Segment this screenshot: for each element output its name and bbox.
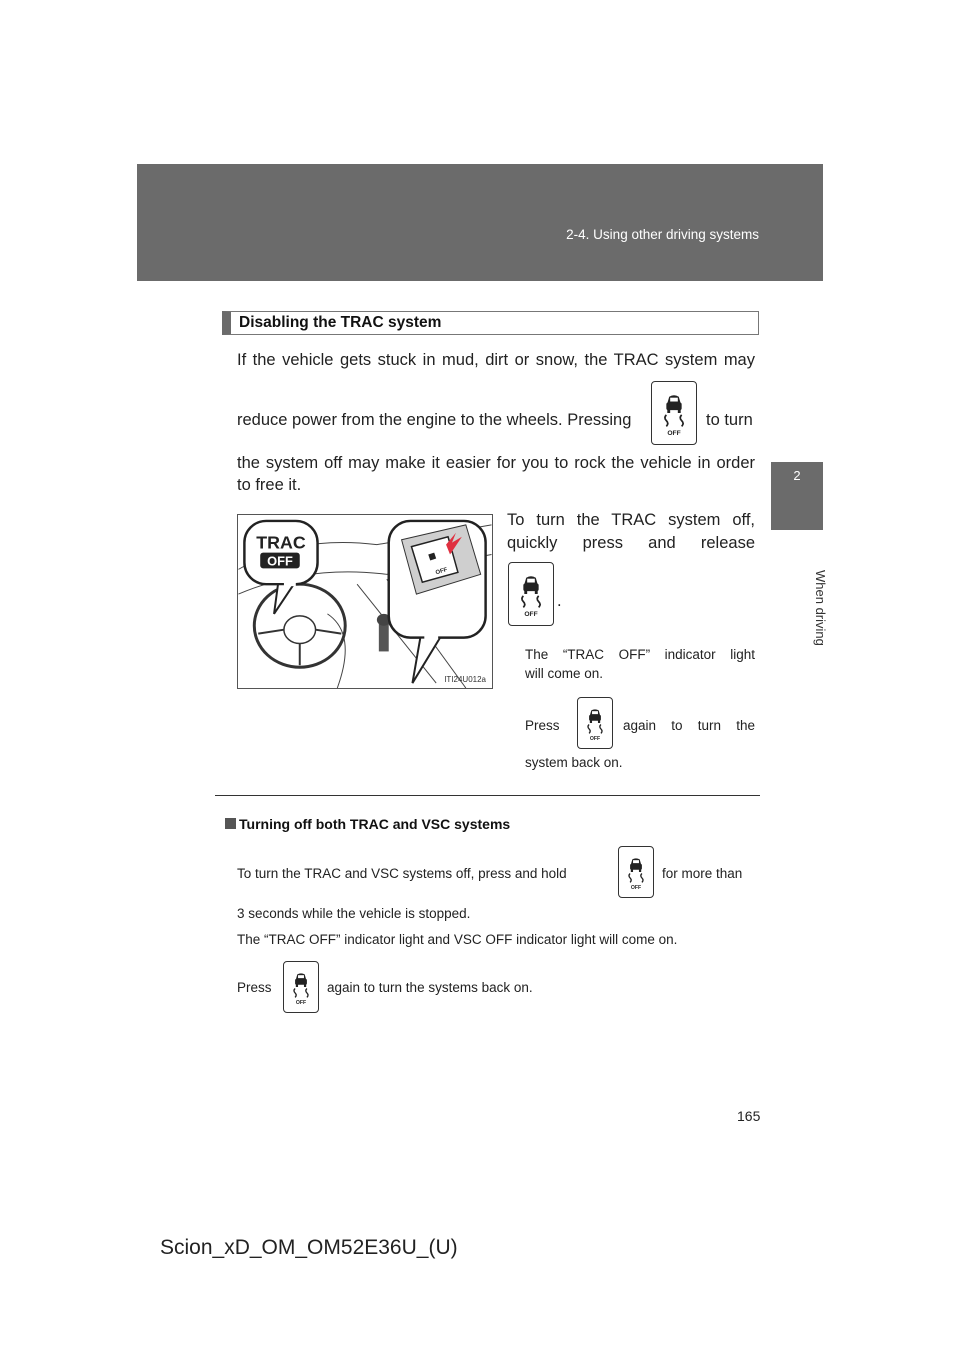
subsection-p1-after: for more than <box>662 866 743 881</box>
header-band <box>137 164 823 281</box>
chapter-number: 2 <box>793 468 801 483</box>
subsection-title <box>225 816 510 832</box>
vsc-off-switch-icon <box>508 562 554 626</box>
bullet-square-icon <box>225 818 236 829</box>
subsection-title-text: Turning off both TRAC and VSC systems <box>239 816 511 832</box>
document-code: Scion_xD_OM_OM52E36U_(U) <box>160 1236 458 1259</box>
subsection-p2: The “TRAC OFF” indicator light and VSC OFF indicator light will come on. <box>237 932 678 947</box>
subsection-p1-line-2: 3 seconds while the vehicle is stopped. <box>237 906 471 921</box>
svg-text:OFF: OFF <box>267 553 293 569</box>
trac-off-indicator-callout <box>244 521 317 614</box>
vsc-off-switch-icon <box>651 381 697 445</box>
dashboard-drawing <box>238 515 492 688</box>
instruction-line-1: To turn the TRAC system off, <box>507 511 755 529</box>
vsc-off-switch-icon <box>577 697 613 749</box>
press-note-line-2: system back on. <box>525 755 623 770</box>
vsc-off-switch-icon <box>618 846 654 898</box>
svg-text:TRAC: TRAC <box>256 532 306 553</box>
switch-location-callout <box>389 521 486 683</box>
svg-text:OFF: OFF <box>435 567 449 577</box>
chapter-tab <box>771 462 823 530</box>
dashboard-illustration <box>237 514 493 689</box>
intro-line-1: If the vehicle gets stuck in mud, dirt or snow, the TRAC system may <box>237 351 755 369</box>
instruction-line-2: quickly press and release <box>507 534 755 552</box>
header-section-title: 2-4. Using other driving systems <box>566 227 759 242</box>
intro-line-4: to free it. <box>237 476 302 494</box>
instruction-period: . <box>557 592 562 610</box>
subsection-p3-before: Press <box>237 980 272 995</box>
indicator-note-line-1: The “TRAC OFF” indicator light <box>525 647 755 662</box>
intro-line-3: the system off may make it easier for you to rock the vehicle in order <box>237 454 755 472</box>
page-number: 165 <box>737 1108 761 1124</box>
intro-line-2-after: to turn <box>706 411 753 429</box>
section-title: Disabling the TRAC system <box>222 311 759 335</box>
chapter-label: When driving <box>813 570 828 646</box>
press-note-after: again to turn the <box>623 718 755 733</box>
press-note-before: Press <box>525 718 560 733</box>
intro-line-2-before: reduce power from the engine to the wheels. Pressing <box>237 411 632 429</box>
figure-code: ITI24U012a <box>444 675 486 684</box>
indicator-note-line-2: will come on. <box>525 666 604 681</box>
subsection-p1-before: To turn the TRAC and VSC systems off, press and hold <box>237 866 567 881</box>
subsection-p3-after: again to turn the systems back on. <box>327 980 533 995</box>
section-divider <box>215 795 760 796</box>
vsc-off-switch-icon <box>283 961 319 1013</box>
